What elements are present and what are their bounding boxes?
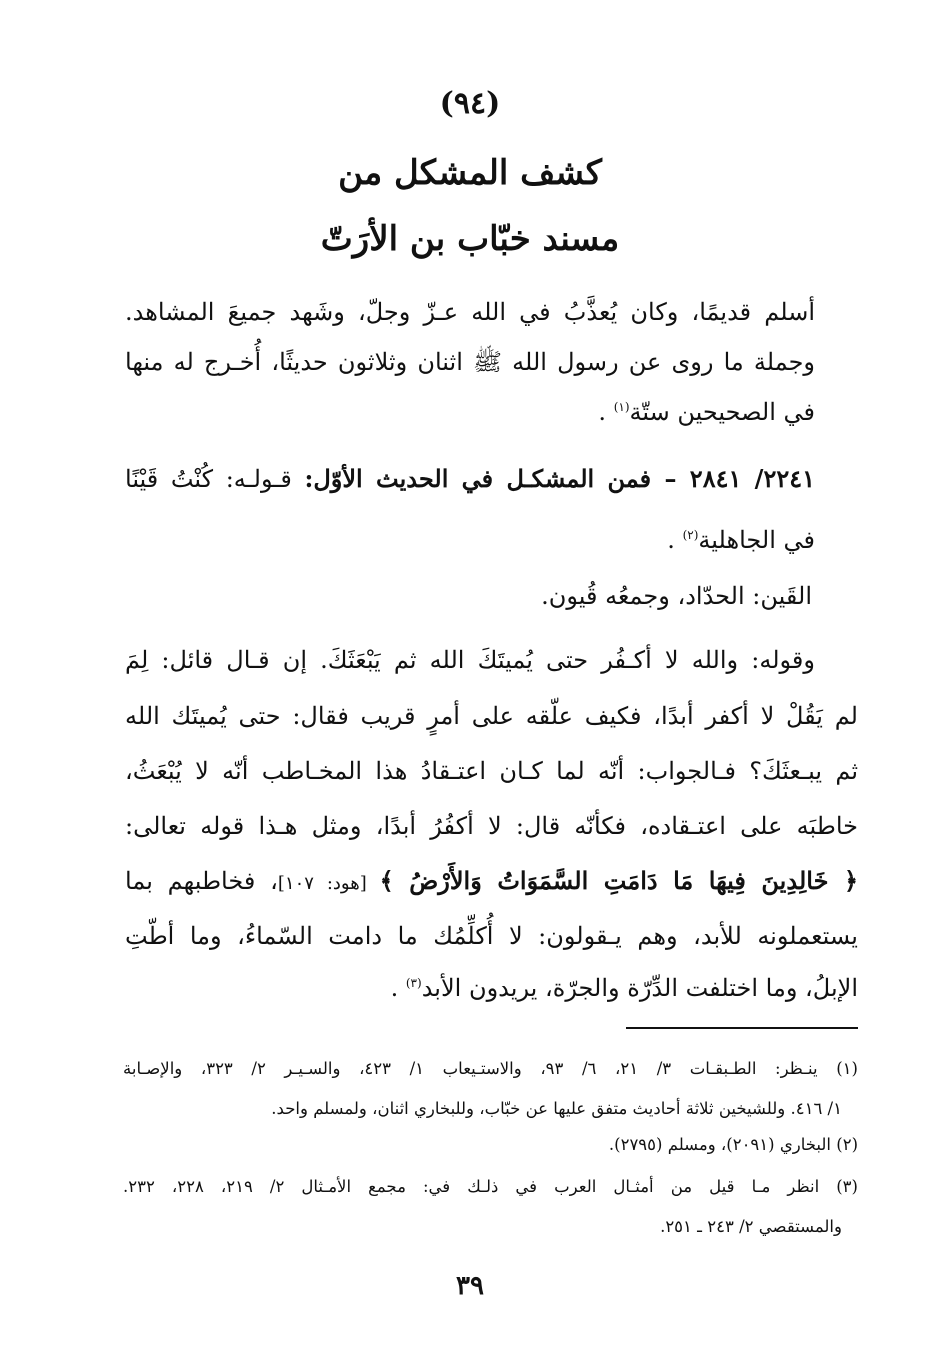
- explanation-line-7-end: .: [390, 974, 406, 1002]
- verse-reference: [هود: ١٠٧]: [277, 873, 380, 894]
- intro-line-1: أسلم قديمًا، وكان يُعذَّبُ في الله عـزّ وجلّ، وشَهد جميعَ المشاهد.: [125, 298, 815, 326]
- explanation-line-7: [125, 962, 858, 1014]
- hadith-line-2-end: .: [667, 526, 683, 554]
- page-number: ٣٩: [456, 1271, 484, 1301]
- intro-line-3: [125, 386, 815, 438]
- intro-line-3-text: في الصحيحين ستّة: [629, 398, 815, 426]
- hadith-line-2-text: في الجاهلية: [698, 526, 815, 554]
- footnote-ref-1: (١): [613, 400, 630, 414]
- footnote-3-line-1: (٣) انظر مـا قيل من أمثـال العرب في ذلـك في: مجمع الأمـثال ٢/ ٢١٩، ٢٢٨، ٢٣٢.: [123, 1177, 858, 1196]
- footnote-2: (٢) البخاري (٢٠٩١)، ومسلم (٢٧٩٥).: [608, 1135, 858, 1154]
- hadith-heading-line: [125, 453, 815, 505]
- footnote-divider: [626, 1027, 858, 1029]
- hadith-line-2: [125, 514, 815, 566]
- section-title: كشف المشكل من: [338, 153, 602, 193]
- intro-line-2: وجملة ما روى عن رسول الله ﷺ اثنان وثلاثون حديثًا، أُخـرج له منها: [125, 348, 815, 376]
- intro-line-3-end: .: [598, 398, 614, 426]
- explanation-line-3: ثم يبـعثَكَ؟ فـالجواب: أنّه لما كـان اعتـقادُ هذا المخـاطب أنّه لا يُبْعَثُ،: [125, 757, 858, 785]
- section-subtitle: مسند خبّاب بن الأرَتّ: [320, 219, 620, 259]
- definition-line: القَين: الحدّاد، وجمعُه قُيون.: [541, 582, 812, 610]
- hadith-section-number: (٩٤): [439, 86, 501, 121]
- hadith-heading: فمن المشكـل في الحديث الأوّل:: [304, 464, 665, 493]
- footnote-3-line-2: والمستقصي ٢/ ٢٤٣ ـ ٢٥١.: [660, 1217, 842, 1236]
- explanation-line-2: لم يَقُلْ لا أكفر أبدًا، فكيف علّقه على أمرٍ قريب فقال: حتى يُميتَك الله: [125, 702, 858, 730]
- footnote-ref-2: (٢): [682, 528, 699, 542]
- explanation-line-7-text: الإبلُ، وما اختلفت الدِّرّة والجرّة، يريدون الأبد: [421, 974, 858, 1002]
- hadith-number: ٢٢٤١/ ٢٨٤١ –: [664, 464, 815, 493]
- explanation-line-1: وقوله: والله لا أكـفُر حتى يُميتَكَ الله ثم يَبْعَثَكَ. إن قـال قائل: لِمَ: [125, 646, 815, 674]
- quran-verse: ﴿ خَالِدِينَ فِيهَا مَا دَامَتِ السَّمَوَاتُ وَالأَرْضُ ﴾: [379, 866, 858, 895]
- explanation-line-4: خاطبَه على اعتـقاده، فكأنّه قال: لا أكفُرُ أبدًا، ومثل هـذا قوله تعالى:: [125, 812, 858, 840]
- footnote-1-line-1: (١) ينـظر: الطـبقـات ٣/ ٢١، ٦/ ٩٣، والاستـيعاب ١/ ٤٢٣، والسـيـر ٢/ ٣٢٣، والإصـابة: [123, 1059, 858, 1078]
- explanation-line-6: يستعملونه للأبد، وهم يـقولون: لا أُكلِّمُك ما دامت السّماءُ، وما أطّتِ: [125, 922, 858, 950]
- explanation-line-5-end: ، فخاطبهم بما: [125, 867, 278, 895]
- explanation-line-5: [125, 855, 858, 907]
- footnote-1-line-2: ١/ ٤١٦. وللشيخين ثلاثة أحاديث متفق عليها عن خبّاب، وللبخاري اثنان، ولمسلم واحد.: [271, 1099, 842, 1118]
- hadith-quote-intro: قـولـه: كُنْتُ قَيْنًا: [125, 465, 305, 493]
- footnote-ref-3: (٣): [405, 976, 422, 990]
